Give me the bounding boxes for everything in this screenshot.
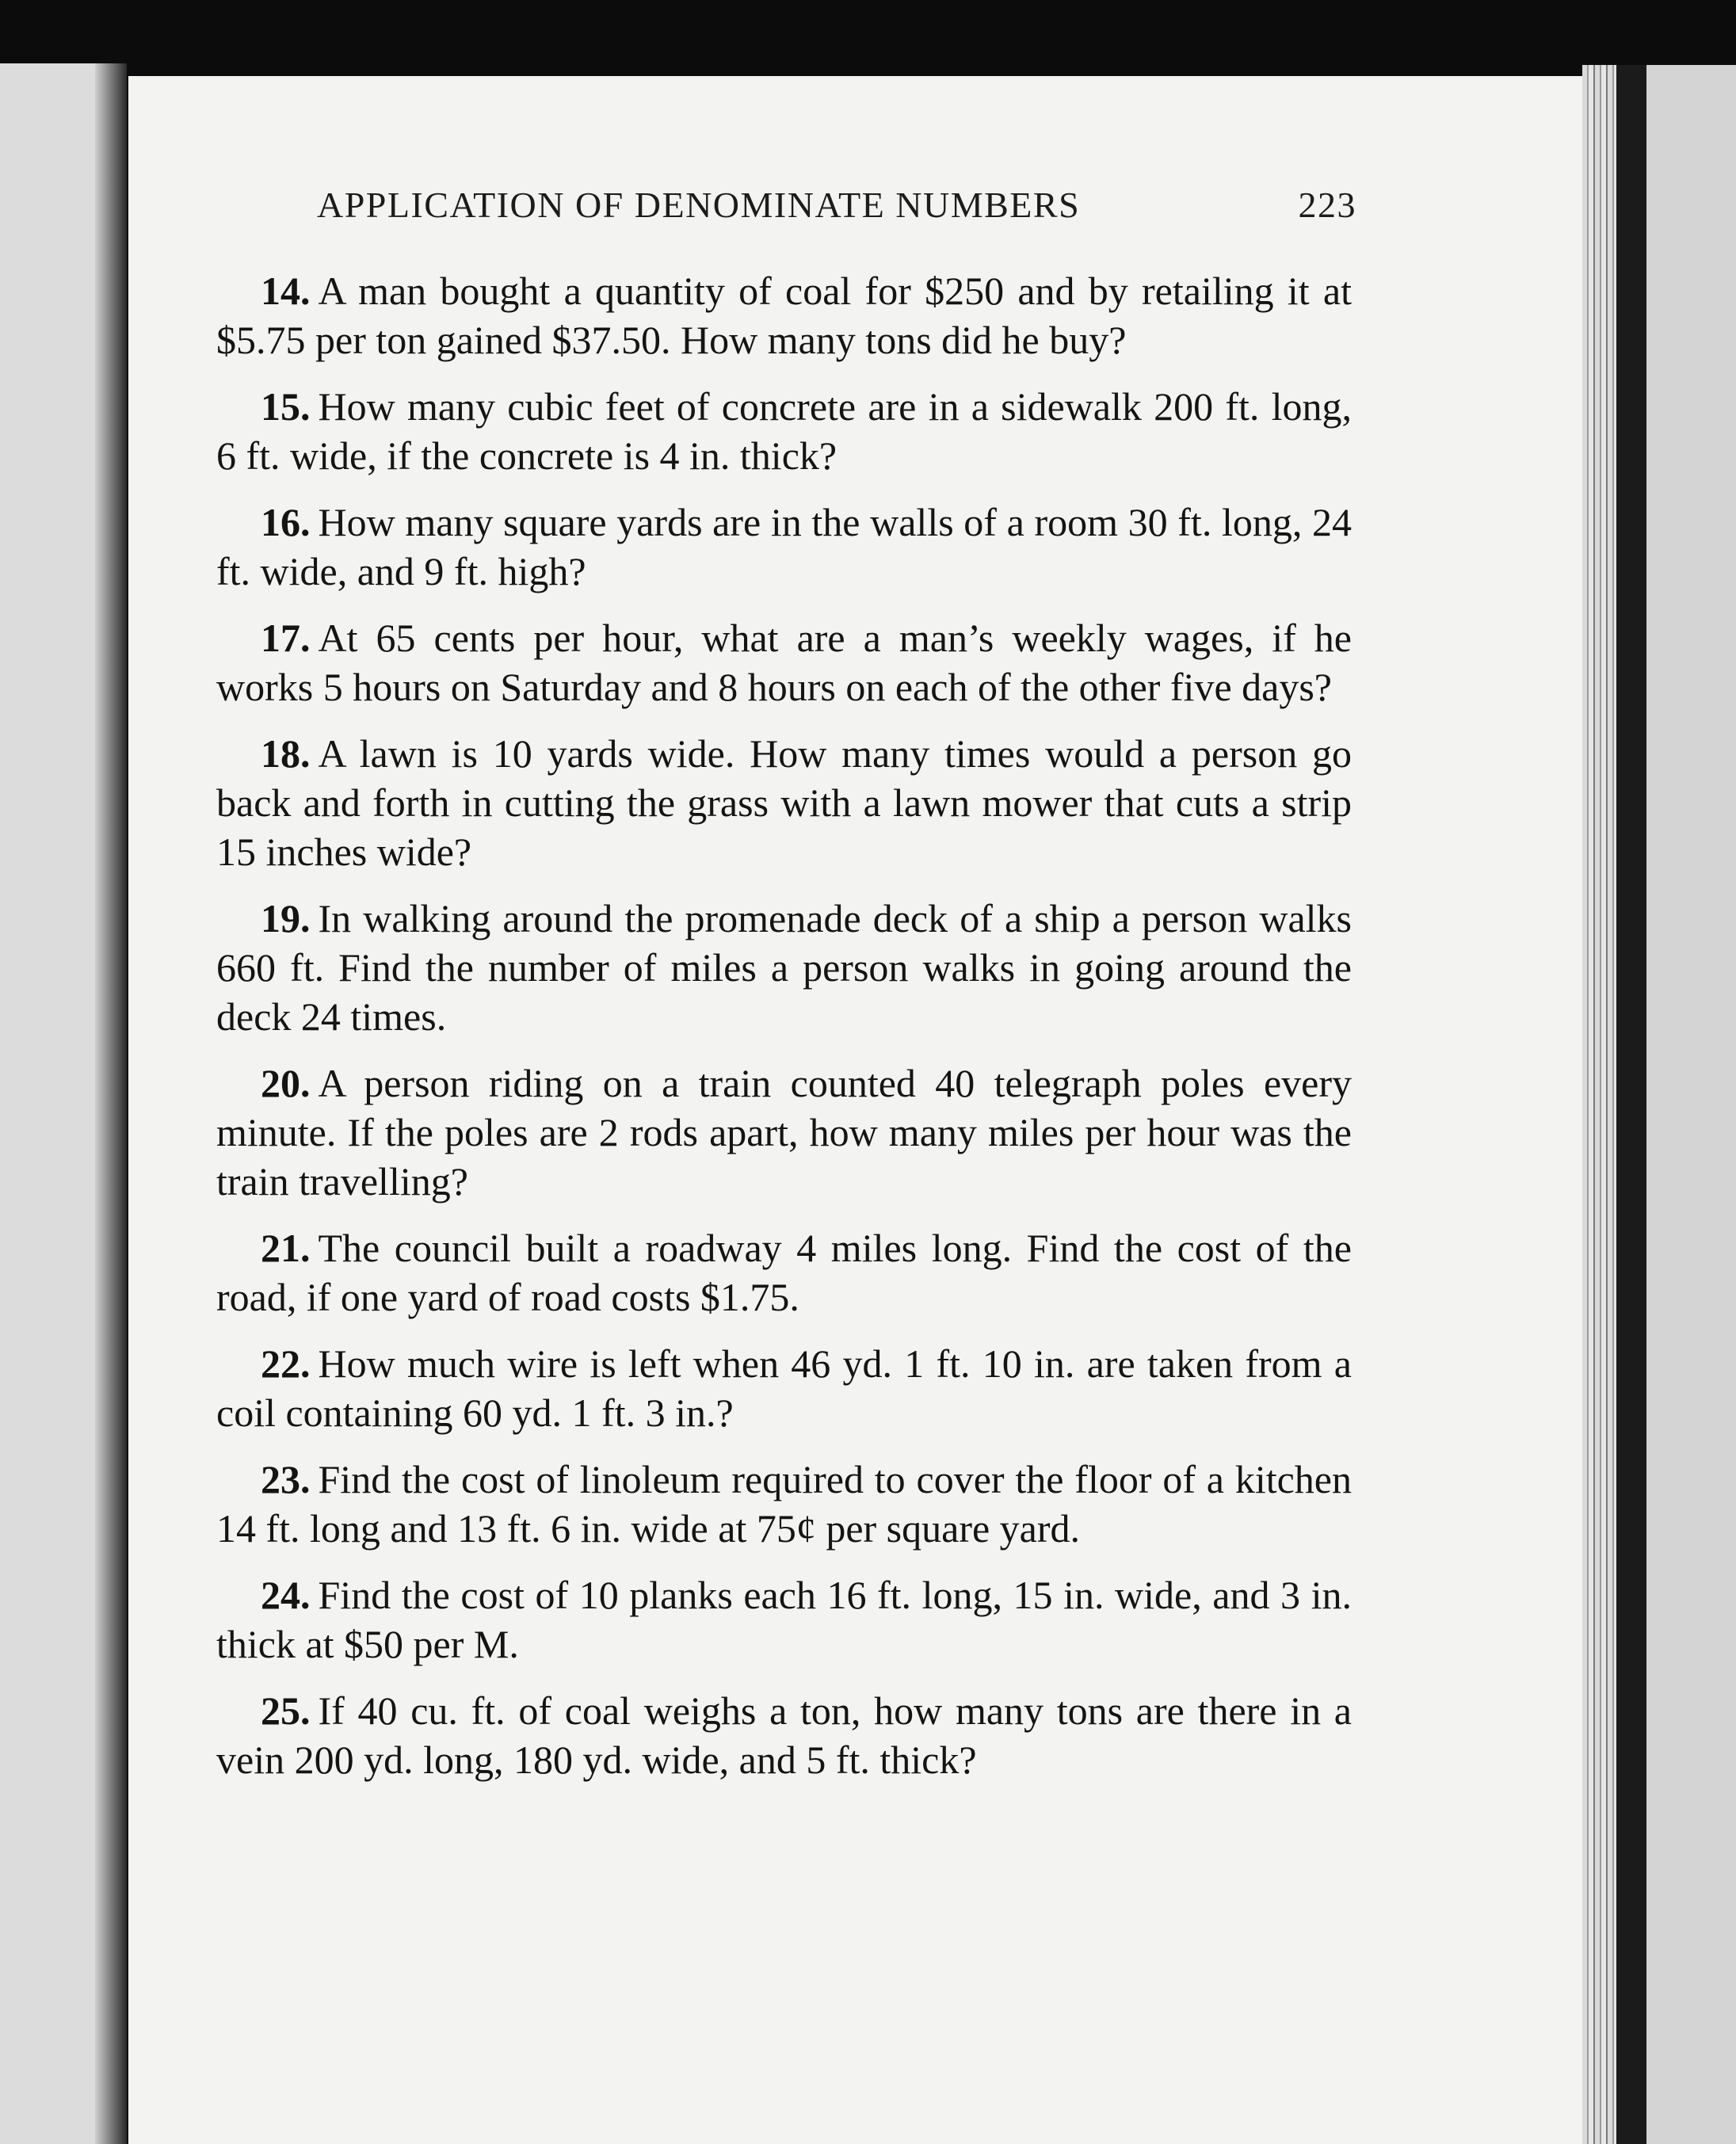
- problem-text: Find the cost of 10 planks each 16 ft. long, 15 in. wide, and 3 in. thick at $50 per M.: [216, 1573, 1352, 1666]
- problem-item: [216, 1223, 1352, 1322]
- problem-number: 19.: [261, 896, 311, 940]
- problem-item: [216, 729, 1352, 876]
- binding-shadow: [95, 63, 127, 2144]
- problem-number: 23.: [261, 1457, 311, 1501]
- problem-number: 21.: [261, 1226, 311, 1270]
- page-edges-shadow: [1616, 65, 1646, 2144]
- problem-item: [216, 1686, 1352, 1784]
- problem-text: At 65 cents per hour, what are a man’s weekly wages, if he works 5 hours on Saturday and 8 hours on each of the other five days?: [216, 616, 1352, 709]
- problem-item: [216, 1570, 1352, 1669]
- problem-item: [216, 1339, 1352, 1437]
- problem-text: If 40 cu. ft. of coal weighs a ton, how many tons are there in a vein 200 yd. long, 180 yd. wide, and 5 ft. thick?: [216, 1688, 1352, 1782]
- running-header: [317, 184, 1356, 231]
- running-title: APPLICATION OF DENOMINATE NUMBERS: [317, 185, 1081, 225]
- problem-text: How many cubic feet of concrete are in a sidewalk 200 ft. long, 6 ft. wide, if the concrete is 4 in. thick?: [216, 384, 1352, 478]
- problem-number: 18.: [261, 731, 311, 776]
- problem-number: 14.: [261, 269, 311, 313]
- problem-number: 22.: [261, 1341, 311, 1386]
- page-number: 223: [1298, 185, 1356, 225]
- problem-number: 16.: [261, 500, 311, 544]
- problem-item: [216, 266, 1352, 364]
- problem-text: The council built a roadway 4 miles long. Find the cost of the road, if one yard of road costs $1.75.: [216, 1226, 1352, 1319]
- problem-item: [216, 894, 1352, 1041]
- problem-text: How many square yards are in the walls of a room 30 ft. long, 24 ft. wide, and 9 ft. high?: [216, 500, 1352, 593]
- book-cover-edge: [1646, 65, 1736, 2144]
- problem-item: [216, 1455, 1352, 1553]
- problem-number: 17.: [261, 616, 311, 660]
- problem-item: [216, 382, 1352, 480]
- problem-text: How much wire is left when 46 yd. 1 ft. 10 in. are taken from a coil containing 60 yd. 1 ft. 3 in.?: [216, 1341, 1352, 1435]
- problem-number: 20.: [261, 1061, 311, 1105]
- problem-list: [216, 266, 1352, 1802]
- problem-item: [216, 613, 1352, 711]
- problem-text: In walking around the promenade deck of a ship a person walks 660 ft. Find the number of miles a person walks in going around the deck 24 times.: [216, 896, 1352, 1039]
- problem-number: 25.: [261, 1688, 311, 1733]
- problem-text: A lawn is 10 yards wide. How many times would a person go back and forth in cutting the grass with a lawn mower that cuts a strip 15 inches wide?: [216, 731, 1352, 874]
- problem-item: [216, 1059, 1352, 1206]
- problem-text: Find the cost of linoleum required to cover the floor of a kitchen 14 ft. long and 13 ft. 6 in. wide at 75¢ per square yard.: [216, 1457, 1352, 1551]
- problem-text: A man bought a quantity of coal for $250 and by retailing it at $5.75 per ton gained $37.50. How many tons did he buy?: [216, 269, 1352, 362]
- problem-text: A person riding on a train counted 40 telegraph poles every minute. If the poles are 2 rods apart, how many miles per hour was the train travelling?: [216, 1061, 1352, 1204]
- problem-item: [216, 498, 1352, 596]
- left-page-edge: [0, 63, 111, 2144]
- problem-number: 24.: [261, 1573, 311, 1617]
- problem-number: 15.: [261, 384, 311, 429]
